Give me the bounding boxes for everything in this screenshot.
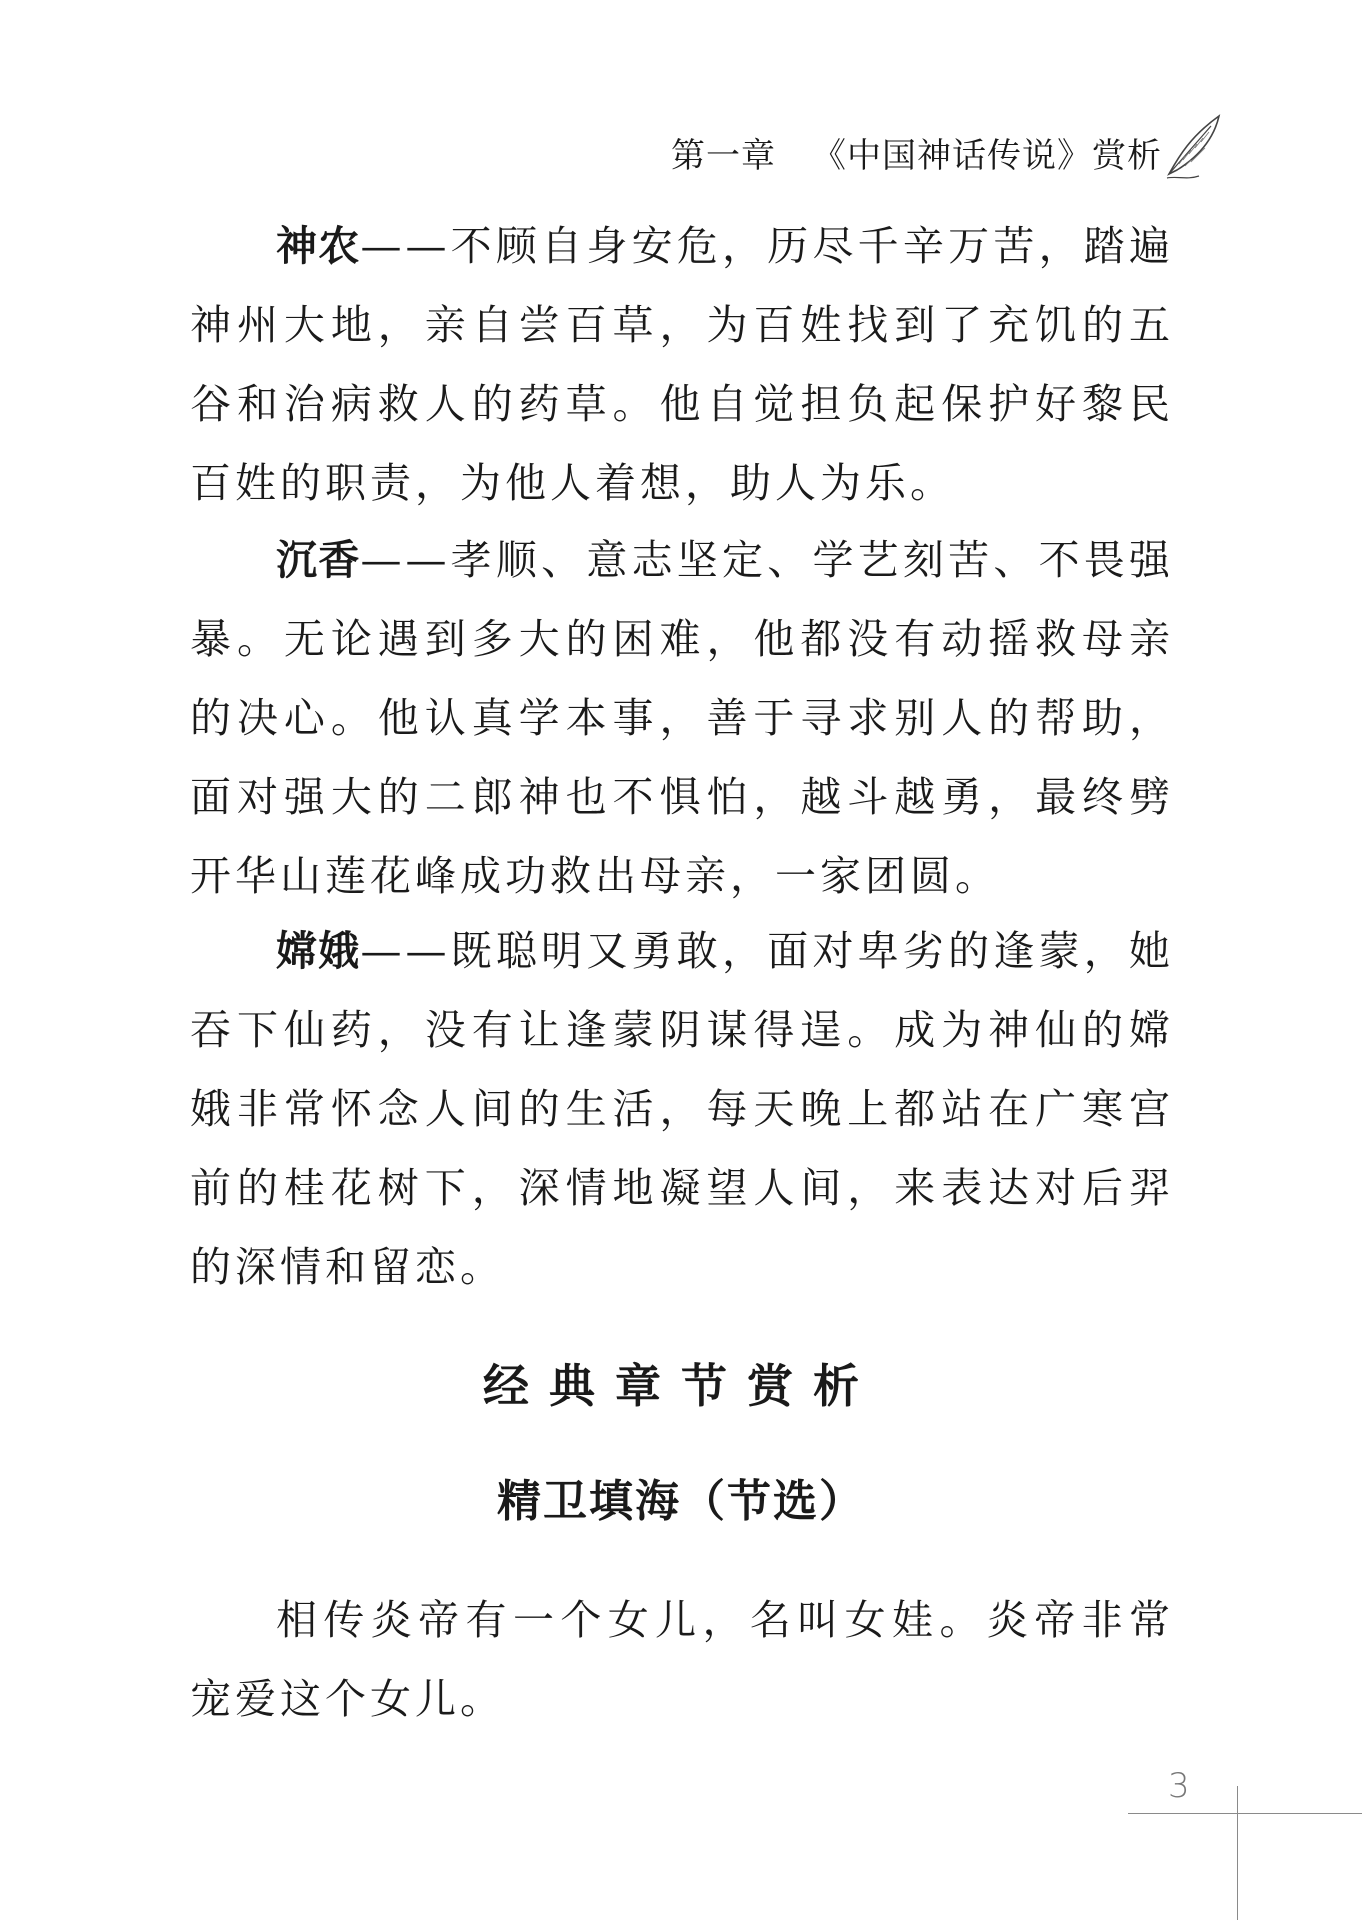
character-paragraph-shennong [190,207,1174,523]
crop-mark-vertical [1237,1786,1238,1920]
character-name: 神农 [276,222,361,270]
crop-mark-horizontal [1128,1813,1362,1814]
character-description: ——不顾自身安危，历尽千辛万苦，踏遍神州大地，亲自尝百草，为百姓找到了充饥的五谷和治病救人的药草。他自觉担负起保护好黎民百姓的职责，为他人着想，助人为乐。 [190,222,1175,507]
chapter-label: 第一章 [671,136,776,176]
section-title: 经典章节赏析 [483,1359,879,1413]
character-description: ——孝顺、意志坚定、学艺刻苦、不畏强暴。无论遇到多大的困难，他都没有动摇救母亲的决心。他认真学本事，善于寻求别人的帮助，面对强大的二郎神也不惧怕，越斗越勇，最终劈开华山莲花峰成功救出母亲，一家团圆。 [190,536,1175,900]
story-paragraph: 相传炎帝有一个女儿，名叫女娃。炎帝非常宠爱这个女儿。 [190,1596,1174,1723]
character-paragraph-change [190,912,1174,1307]
running-header [671,128,1162,177]
character-name: 沉香 [276,536,361,584]
character-name: 嫦娥 [276,927,361,975]
story-title: 精卫填海（节选） [497,1476,865,1527]
book-title: 《中国神话传说》赏析 [812,136,1162,176]
page-number: 3 [1168,1766,1190,1806]
character-paragraph-chenxiang [190,521,1174,916]
feather-quill-icon [1165,112,1225,182]
character-description: ——既聪明又勇敢，面对卑劣的逢蒙，她吞下仙药，没有让逢蒙阴谋得逞。成为神仙的嫦娥非常怀念人间的生活，每天晚上都站在广寒宫前的桂花树下，深情地凝望人间，来表达对后羿的深情和留恋。 [190,927,1175,1291]
